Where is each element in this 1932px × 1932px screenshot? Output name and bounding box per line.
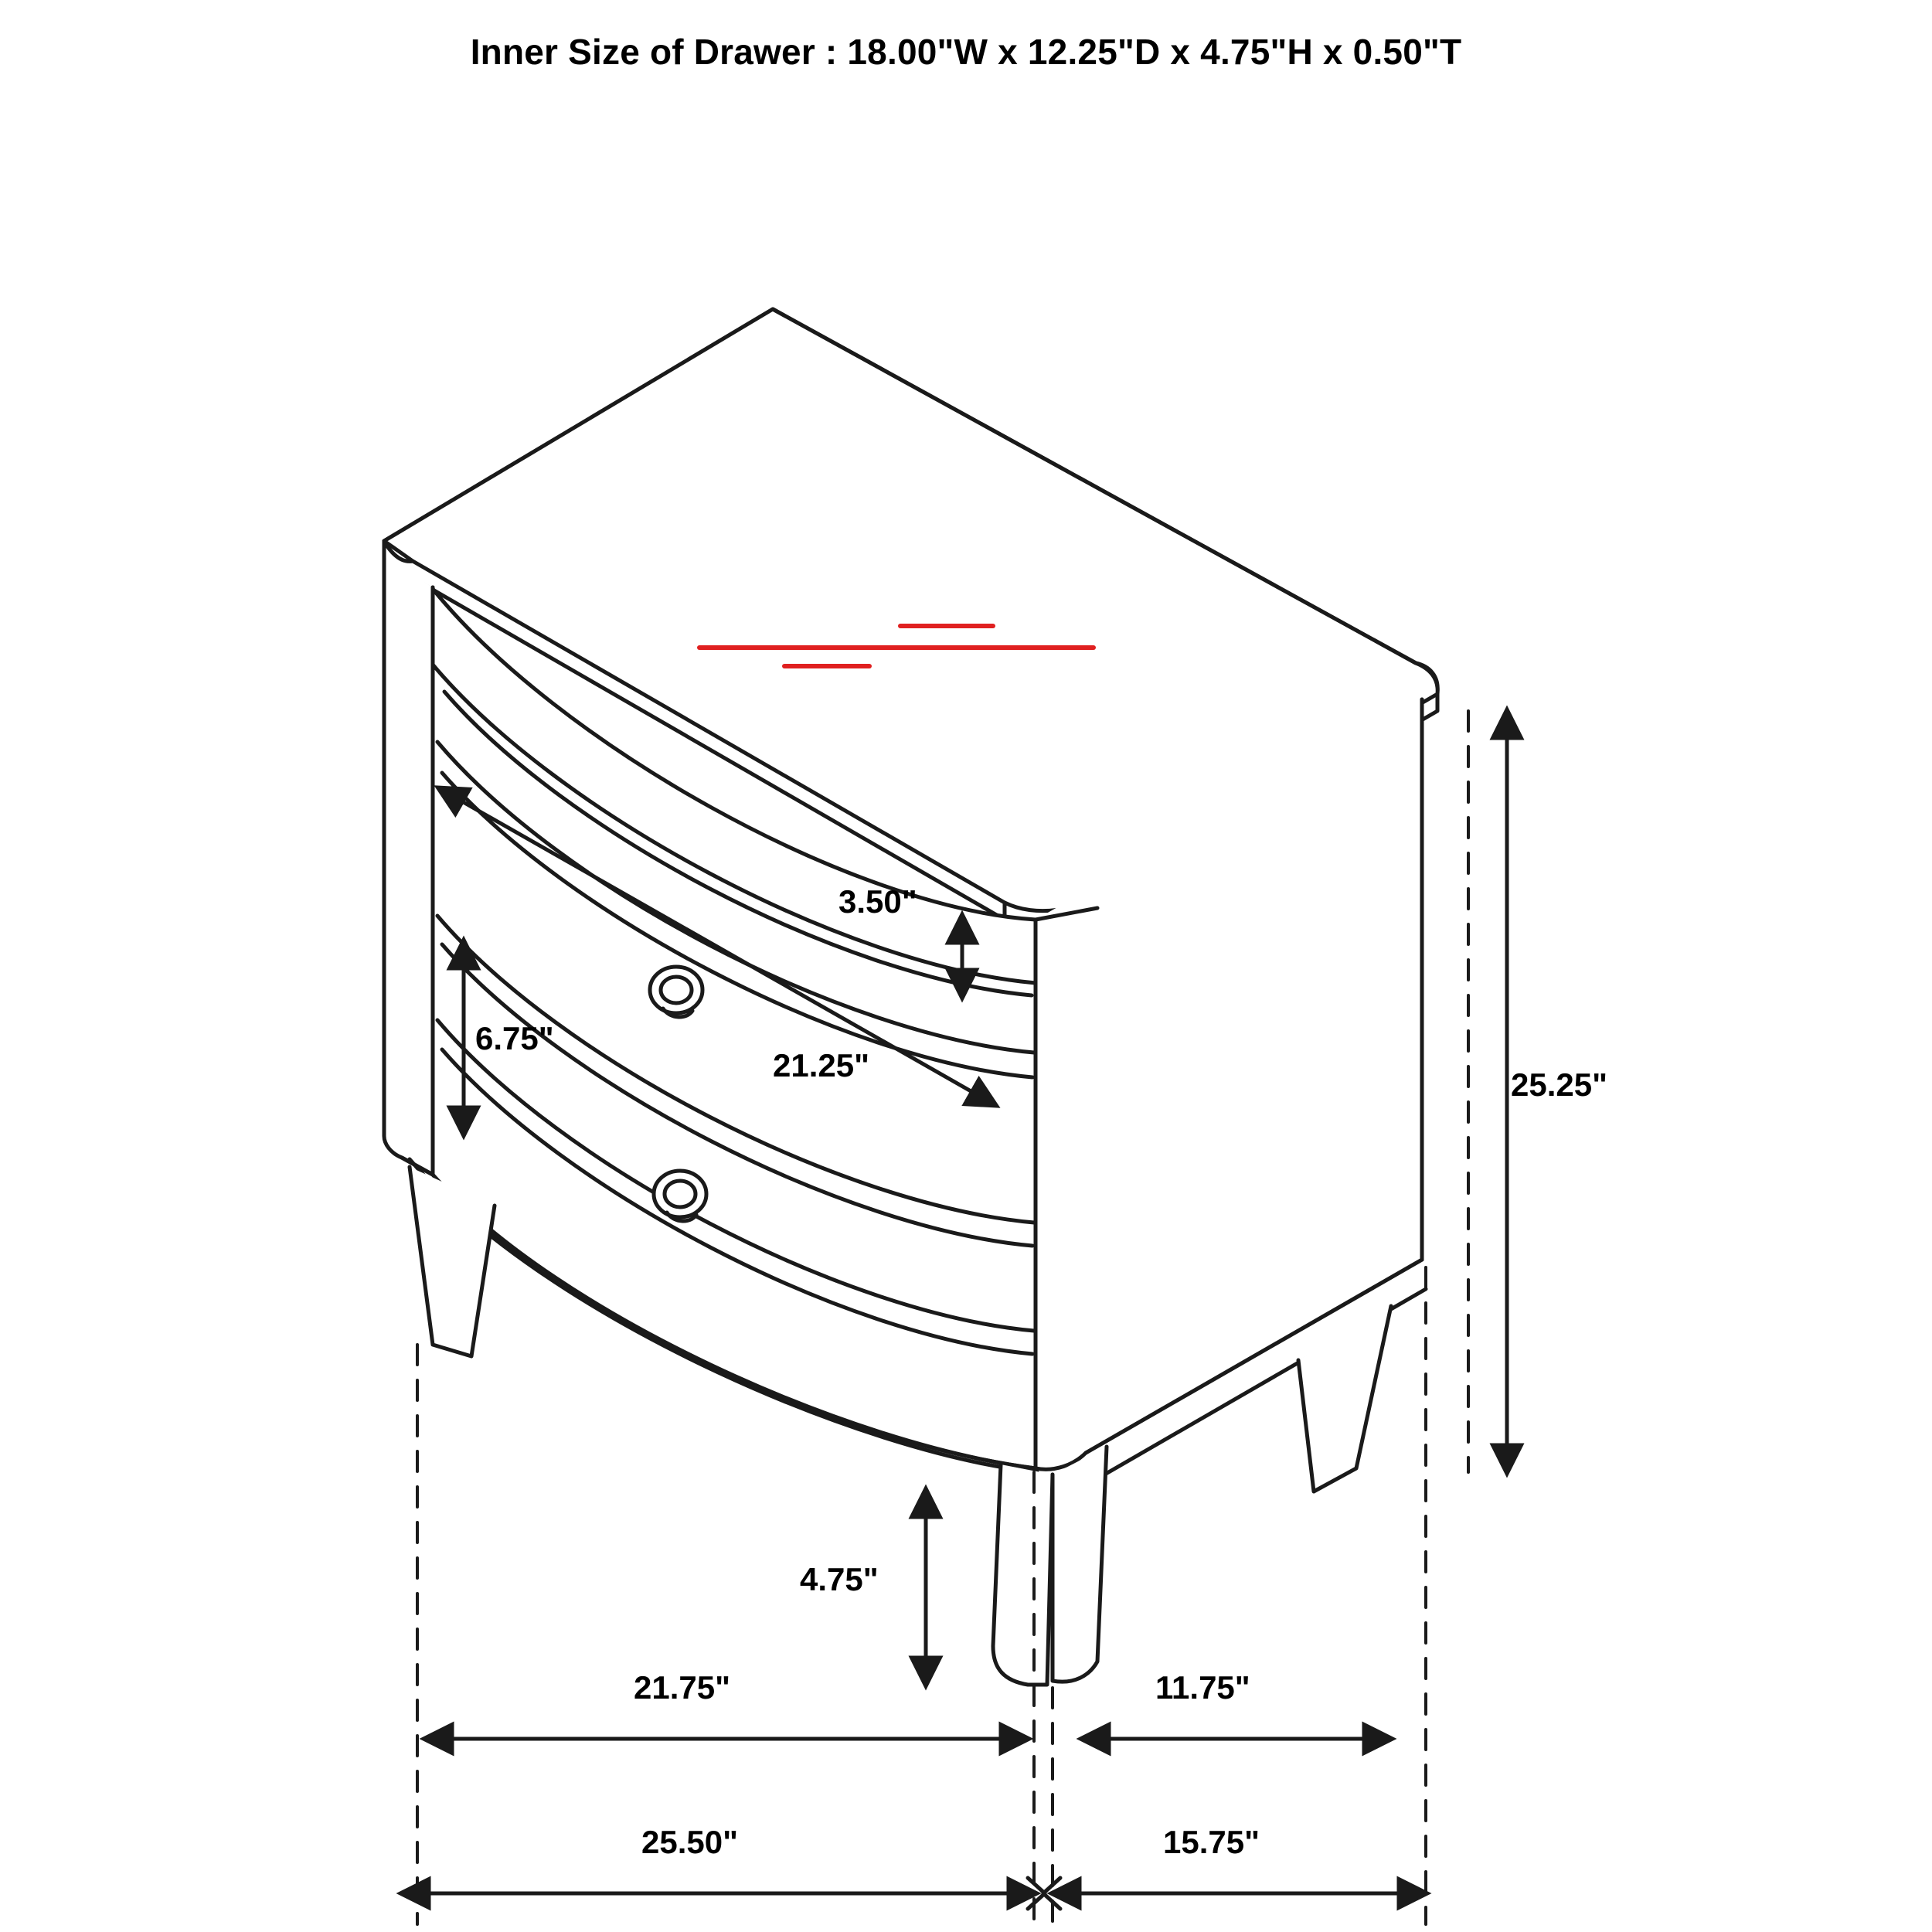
leg-rear-right bbox=[1298, 1306, 1391, 1492]
leg-front-center bbox=[993, 1447, 1107, 1685]
dim-label-overall-depth: 15.75" bbox=[1163, 1824, 1260, 1860]
dim-label-side-inner-depth: 11.75" bbox=[1155, 1669, 1250, 1706]
dim-label-front-inner-width: 21.75" bbox=[634, 1669, 731, 1706]
dim-label-top-drawer-height: 3.50" bbox=[838, 883, 917, 920]
dim-label-leg-height: 4.75" bbox=[800, 1561, 879, 1597]
dim-label-overall-height: 25.25" bbox=[1511, 1066, 1608, 1103]
dim-label-bottom-drawer-height: 6.75" bbox=[475, 1020, 554, 1056]
dim-label-overall-width: 25.50" bbox=[641, 1824, 739, 1860]
cabinet-left-side bbox=[384, 558, 433, 1175]
page-title: Inner Size of Drawer : 18.00"W x 12.25"D x 4.75"H x 0.50"T bbox=[470, 32, 1462, 72]
dim-label-drawer-front-width: 21.25" bbox=[773, 1047, 870, 1083]
